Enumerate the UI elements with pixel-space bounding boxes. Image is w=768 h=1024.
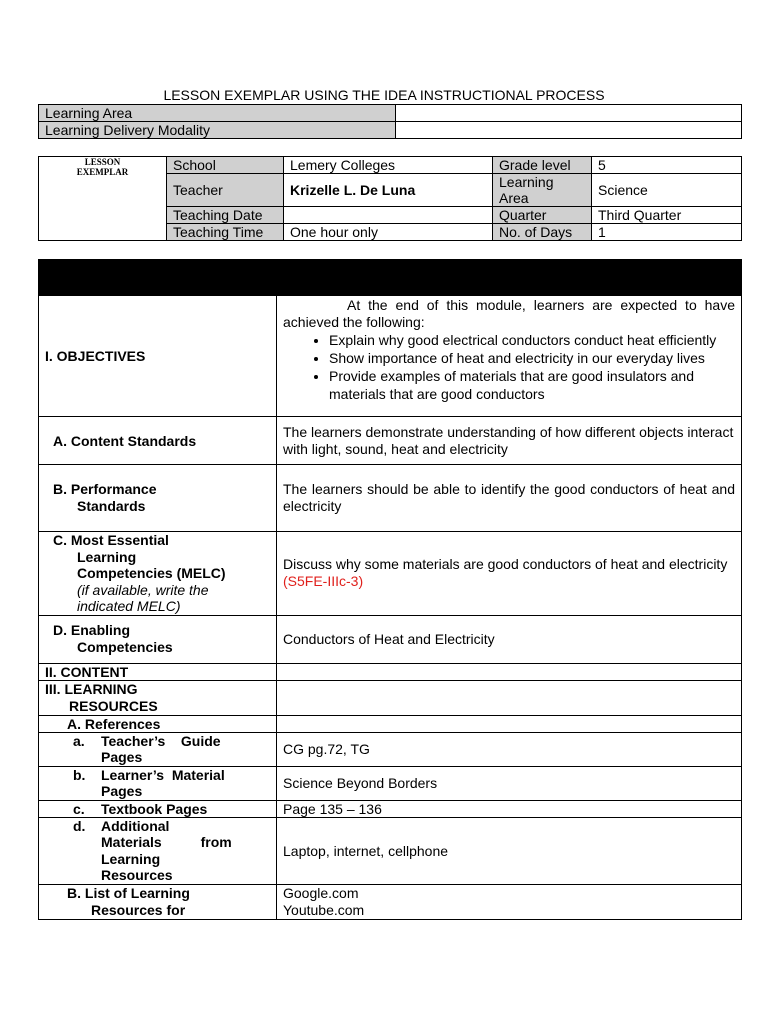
additional-label-line1: Additional (101, 817, 170, 834)
days-label: No. of Days (493, 224, 592, 241)
enabling-label-line2: Competencies (77, 639, 173, 655)
learning-area-value-2: Science (592, 174, 742, 207)
days-value: 1 (592, 224, 742, 241)
resources-label-line2: RESOURCES (69, 697, 158, 714)
melc-note-line1: (if available, write the (77, 581, 209, 598)
objectives-label: I. OBJECTIVES (39, 296, 277, 417)
melc-cell (277, 532, 742, 616)
objective-item: • Show importance of heat and electricity in our everyday lives (329, 349, 735, 367)
objectives-cell (277, 296, 742, 417)
teacher-guide-label-line2: Pages (101, 749, 143, 765)
additional-label-line2: Materials from (101, 834, 232, 850)
melc-label-line2: Learning (77, 548, 137, 565)
objectives-intro: At the end of this module, learners are expected to have achieved the following: (283, 297, 735, 330)
lesson-label-line2: EXEMPLAR (76, 167, 129, 177)
melc-label (39, 532, 277, 616)
additional-materials-label (39, 817, 277, 884)
textbook-label-text: Textbook Pages (101, 800, 208, 817)
enabling-competencies-value: Conductors of Heat and Electricity (277, 615, 742, 663)
teacher-guide-label-line1: Teacher’s Guide (101, 732, 221, 749)
quarter-value: Third Quarter (592, 207, 742, 224)
learner-material-label-line2: Pages (101, 783, 143, 799)
quarter-label: Quarter (493, 207, 592, 224)
melc-label-line3: Competencies (MELC) (77, 565, 226, 581)
teaching-date-label: Teaching Date (167, 207, 284, 224)
document-title: LESSON EXEMPLAR USING THE IDEA INSTRUCTIONAL PROCESS (163, 87, 605, 103)
additional-num: d. (73, 817, 86, 834)
lesson-exemplar-label (39, 157, 167, 241)
list-label-line2: Resources for (91, 901, 186, 918)
learner-material-value: Science Beyond Borders (277, 766, 742, 800)
enabling-competencies-label (39, 615, 277, 663)
textbook-value: Page 135 – 136 (277, 800, 742, 817)
melc-label-line1: C. Most Essential (53, 532, 169, 548)
learning-resources-value (277, 680, 742, 715)
school-value: Lemery Colleges (284, 157, 493, 174)
teaching-time-label: Teaching Time (167, 224, 284, 241)
teacher-value: Krizelle L. De Luna (284, 174, 493, 207)
textbook-num: c. (73, 800, 85, 817)
lesson-plan-table (38, 259, 742, 920)
additional-label-line3: Learning (101, 850, 161, 867)
learner-material-num: b. (73, 766, 86, 783)
content-label: II. CONTENT (39, 663, 277, 680)
references-value (277, 715, 742, 732)
teacher-label: Teacher (167, 174, 284, 207)
performance-standards-value: The learners should be able to identify the good conductors of heat and electricity (277, 465, 742, 532)
performance-label-line1: B. Performance (53, 481, 157, 497)
learner-material-label-line1: Learner’s Material (101, 766, 225, 783)
melc-value: Discuss why some materials are good conductors of heat and electricity (283, 556, 728, 573)
learning-area-label: Learning Area (39, 105, 396, 122)
grade-level-label: Grade level (493, 157, 592, 174)
enabling-label-line1: D. Enabling (53, 622, 130, 638)
teacher-guide-num: a. (73, 732, 85, 749)
content-value (277, 663, 742, 680)
list-label-line1: B. List of Learning (67, 884, 190, 901)
performance-standards-label (39, 465, 277, 532)
list-resource-link: Youtube.com (283, 901, 365, 918)
objective-item: • Explain why good electrical conductors conduct heat efficiently (329, 331, 735, 349)
list-resource-link: Google.com (283, 884, 359, 901)
melc-code: (S5FE-IIIc-3) (283, 573, 364, 590)
learning-area-table (38, 104, 742, 139)
learning-area-value (396, 105, 742, 122)
lesson-label-line1: LESSON (84, 157, 121, 167)
content-standards-value: The learners demonstrate understanding of how different objects interact with light, sound, heat and electricity (277, 417, 742, 465)
objectives-list (283, 331, 735, 403)
teacher-guide-label (39, 732, 277, 766)
textbook-label (39, 800, 277, 817)
learning-area-label-2: Learning Area (493, 174, 592, 207)
teaching-time-value: One hour only (284, 224, 493, 241)
learning-resources-label (39, 680, 277, 715)
additional-label-line4: Resources (101, 867, 173, 883)
school-label: School (167, 157, 284, 174)
list-resources-cell (277, 884, 742, 919)
objective-item: • Provide examples of materials that are good insulators and materials that are good conductors (329, 367, 735, 403)
modality-label: Learning Delivery Modality (39, 122, 396, 139)
black-header-bar (39, 260, 742, 296)
melc-note-line2: indicated MELC) (77, 598, 181, 614)
teacher-guide-value: CG pg.72, TG (277, 732, 742, 766)
lesson-info-table (38, 156, 742, 241)
list-resources-label (39, 884, 277, 919)
modality-value (396, 122, 742, 139)
teaching-date-value (284, 207, 493, 224)
additional-materials-value: Laptop, internet, cellphone (277, 817, 742, 884)
resources-label-line1: III. LEARNING (45, 680, 138, 697)
learner-material-label (39, 766, 277, 800)
references-label: A. References (39, 715, 277, 732)
content-standards-label: A. Content Standards (39, 417, 277, 465)
grade-level-value: 5 (592, 157, 742, 174)
performance-label-line2: Standards (77, 498, 146, 514)
